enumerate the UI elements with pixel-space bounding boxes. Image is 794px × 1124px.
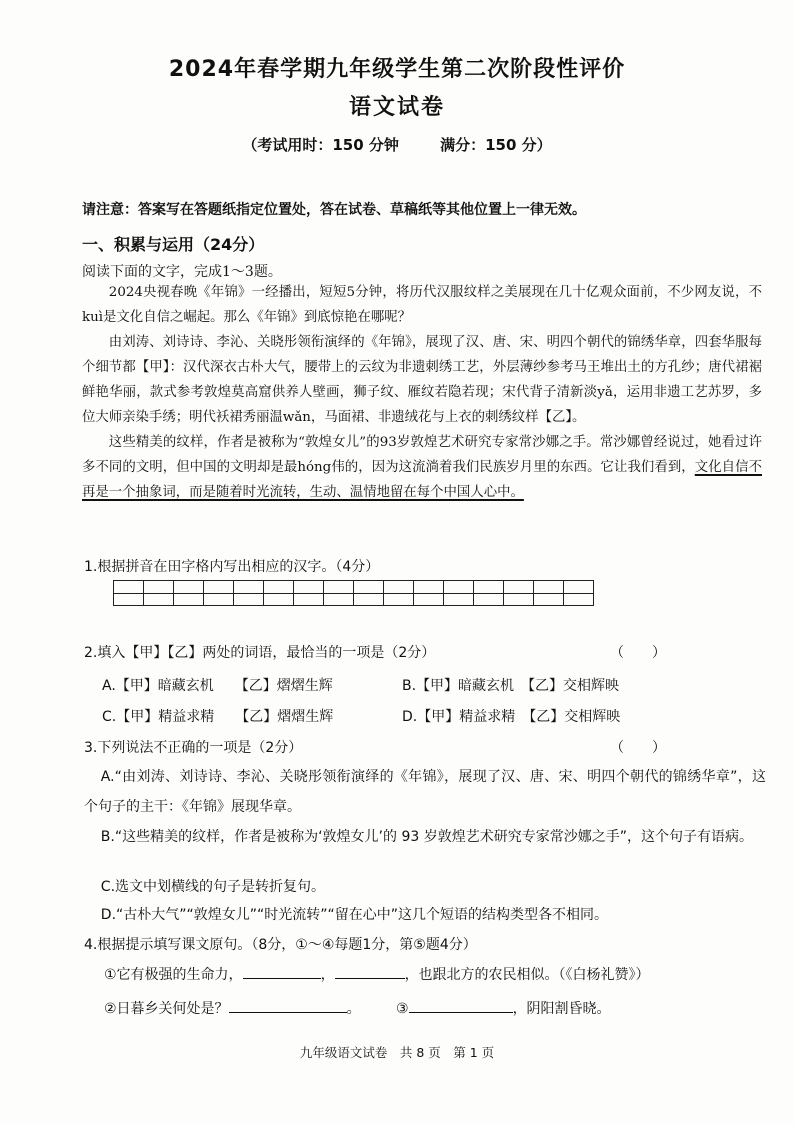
item-1-comma: ， — [320, 967, 335, 983]
grid-cell[interactable] — [204, 593, 234, 606]
grid-cell[interactable] — [324, 581, 354, 594]
grid-cell[interactable] — [114, 593, 144, 606]
question-2-option-c[interactable]: C.【甲】精益求精 【乙】熠熠生辉 — [102, 709, 334, 725]
tianzige-grid[interactable] — [113, 580, 594, 606]
item-1-suffix: ，也跟北方的农民相似。（《白杨礼赞》） — [404, 967, 650, 983]
grid-cell[interactable] — [144, 593, 174, 606]
item-3-number: ③ — [396, 1001, 409, 1017]
grid-cell[interactable] — [324, 593, 354, 606]
passage-paragraph-2: 由刘涛、刘诗诗、李沁、关晓彤领衔演绎的《年锦》，展现了汉、唐、宋、明四个朝代的锦绣华章，四套华服每个细节都【甲】：汉代深衣古朴大气，腰带上的云纹为非遗刺绣工艺，外层薄纱参考马王堆出土的方孔纱；唐代裙裾鲜艳华丽，款式参考敦煌莫高窟供养人壁画，狮子纹、雁纹若隐若现；宋代背子清新淡yǎ，运用非遗工艺苏罗，多位大师亲染手绣；明代袄裙秀丽温wǎn，马面裙、非遗绒花与上衣的刺绣纹样【乙】。 — [82, 335, 762, 425]
answer-blank[interactable] — [335, 963, 405, 979]
question-2-answer-paren[interactable]: （ ） — [610, 645, 666, 661]
answer-blank[interactable] — [243, 963, 321, 979]
question-2-option-a[interactable]: A.【甲】暗藏玄机 【乙】熠熠生辉 — [102, 678, 333, 694]
grid-cell[interactable] — [174, 593, 204, 606]
exam-meta — [0, 134, 794, 155]
question-2-option-b[interactable]: B.【甲】暗藏玄机 【乙】交相辉映 — [402, 678, 620, 694]
item-2-prefix: ②日暮乡关何处是？ — [104, 1001, 229, 1017]
reading-instruction: 阅读下面的文字，完成1～3题。 — [82, 264, 282, 280]
question-1: 1.根据拼音在田字格内写出相应的汉字。（4分） — [84, 559, 380, 575]
grid-cell[interactable] — [444, 581, 474, 594]
grid-cell[interactable] — [534, 581, 564, 594]
exam-time: （考试用时：150 分钟 — [242, 136, 399, 154]
grid-cell[interactable] — [294, 581, 324, 594]
grid-cell[interactable] — [174, 581, 204, 594]
grid-cell[interactable] — [564, 581, 594, 594]
question-4-item-1 — [104, 963, 650, 984]
item-2-end: 。 — [346, 1001, 361, 1017]
grid-cell[interactable] — [384, 593, 414, 606]
grid-cell[interactable] — [504, 581, 534, 594]
question-4: 4.根据提示填写课文原句。（8分，①～④每题1分，第⑤题4分） — [84, 937, 477, 953]
passage-paragraph-1: 2024央视春晚《年锦》一经播出，短短5分钟，将历代汉服纹样之美展现在几十亿观众面前，不少网友说，不kuì是文化自信之崛起。那么《年锦》到底惊艳在哪呢？ — [82, 285, 762, 325]
question-3-answer-paren[interactable]: （ ） — [610, 740, 666, 756]
grid-cell[interactable] — [414, 581, 444, 594]
grid-cell[interactable] — [474, 581, 504, 594]
question-4-item-3 — [396, 997, 611, 1018]
exam-notice: 请注意：答案写在答题纸指定位置处，答在试卷、草稿纸等其他位置上一律无效。 — [82, 202, 586, 218]
question-3-option-c[interactable]: C.选文中划横线的句子是转折复句。 — [100, 879, 326, 895]
grid-cell[interactable] — [234, 581, 264, 594]
grid-cell[interactable] — [264, 593, 294, 606]
grid-cell[interactable] — [414, 593, 444, 606]
question-4-item-2 — [104, 997, 361, 1018]
question-3: 3.下列说法不正确的一项是（2分） — [84, 740, 303, 756]
grid-cell[interactable] — [384, 581, 414, 594]
answer-blank[interactable] — [229, 997, 347, 1013]
grid-cell[interactable] — [354, 593, 384, 606]
grid-cell[interactable] — [234, 593, 264, 606]
page-footer: 九年级语文试卷 共 8 页 第 1 页 — [299, 1045, 495, 1060]
grid-cell[interactable] — [564, 593, 594, 606]
exam-subtitle: 语文试卷 — [348, 95, 445, 120]
answer-blank[interactable] — [409, 997, 513, 1013]
question-3-option-d[interactable]: D.“古朴大气”“敦煌女儿”“时光流转”“留在心中”这几个短语的结构类型各不相同。 — [100, 907, 609, 923]
grid-cell[interactable] — [354, 581, 384, 594]
grid-cell[interactable] — [264, 581, 294, 594]
exam-title: 2024年春学期九年级学生第二次阶段性评价 — [168, 57, 626, 82]
question-3-option-b[interactable]: B.“这些精美的纹样，作者是被称为‘敦煌女儿’的 93 岁敦煌艺术研究专家常沙娜之手”，这个句子有语病。 — [100, 829, 753, 845]
item-1-prefix: ①它有极强的生命力， — [104, 967, 243, 983]
grid-cell[interactable] — [144, 581, 174, 594]
underlined-sentence: 文化自信不再是一个抽象词，而是随着时光流转，生动、温情地留在每个中国人心中。 — [82, 460, 762, 500]
grid-cell[interactable] — [504, 593, 534, 606]
reading-passage — [82, 280, 762, 505]
question-3-option-a[interactable]: A.“由刘涛、刘诗诗、李沁、关晓彤领衔演绎的《年锦》，展现了汉、唐、宋、明四个朝代的锦绣华章”，这个句子的主干：《年锦》展现华章。 — [84, 769, 766, 815]
grid-cell[interactable] — [534, 593, 564, 606]
section-heading: 一、积累与运用（24分） — [82, 235, 265, 254]
question-2-option-d[interactable]: D.【甲】精益求精 【乙】交相辉映 — [402, 709, 621, 725]
grid-cell[interactable] — [444, 593, 474, 606]
question-2: 2.填入【甲】【乙】两处的词语，最恰当的一项是（2分） — [84, 645, 436, 661]
grid-cell[interactable] — [294, 593, 324, 606]
grid-cell[interactable] — [204, 581, 234, 594]
passage-paragraph-3-text: 这些精美的纹样，作者是被称为“敦煌女儿”的93岁敦煌艺术研究专家常沙娜之手。常沙娜曾经说过，她看过许多不同的文明，但中国的文明却是最hóng伟的，因为这流淌着我们民族岁月里的东西。它让我们看到， — [82, 435, 762, 475]
item-3-suffix: ，阴阳割昏晓。 — [512, 1001, 611, 1017]
grid-cell[interactable] — [474, 593, 504, 606]
grid-cell[interactable] — [114, 581, 144, 594]
passage-paragraph-3 — [82, 430, 762, 505]
exam-score: 满分：150 分） — [440, 136, 552, 154]
